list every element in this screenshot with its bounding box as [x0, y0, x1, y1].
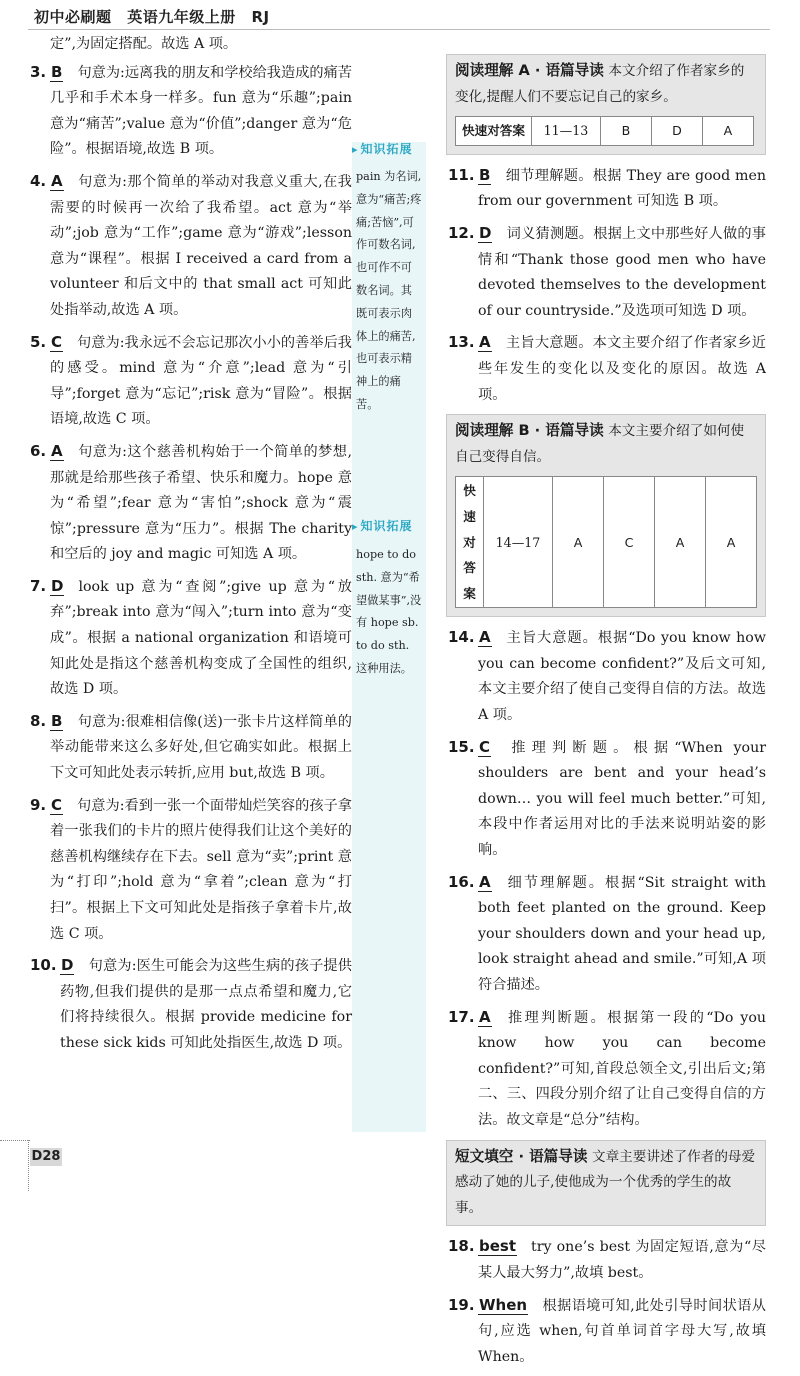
- knowledge-label-2: ▸ 知识拓展: [352, 519, 413, 533]
- page-number: D28: [31, 1149, 61, 1164]
- item-number: 12.: [448, 223, 475, 242]
- question-range: 14—17: [484, 477, 553, 608]
- item-explanation: 细节理解题。根据“Sit straight with both feet planted on the ground. Keep your shoulders down and your head up, look straight ahead and smile.”可知,A 项符合描述。: [478, 874, 766, 993]
- item-answer: A: [51, 441, 63, 460]
- item-explanation: 句意为:看到一张一个面带灿烂笑容的孩子拿着一张我们的卡片的照片使得我们让这个美好的慈善机构继续存在下去。sell 意为“卖”;print 意为“打印”;hold 意为“拿着”;clean 意为“打扫”。根据上下文可知此处是指孩子拿着卡片,故选 C 项。: [50, 797, 352, 942]
- item-answer: A: [479, 872, 491, 891]
- item-answer: A: [51, 171, 63, 190]
- banner-title: 阅读理解 B · 语篇导读: [455, 422, 604, 440]
- item-number: 4.: [30, 171, 47, 190]
- item-explanation: 句意为:远离我的朋友和学校给我造成的痛苦几乎和手术本身一样多。fun 意为“乐趣”;pain 意为“痛苦”;value 意为“价值”;danger 意为“危险”。根据语境,故选 B 项。: [50, 64, 352, 158]
- answer-item-7: [30, 574, 352, 703]
- quick-answer-label: 快速对答案: [456, 477, 484, 608]
- item-number: 3.: [30, 62, 47, 81]
- answer-item-6: [30, 439, 352, 568]
- item-explanation: 句意为:那个简单的举动对我意义重大,在我需要的时候再一次给了我希望。act 意为“举动”;job 意为“工作”;game 意为“游戏”;lesson 意为“课程”。根据 I received a card from a volunteer 和后文中的 that small act 可知此处指举动,故选 A 项。: [50, 173, 352, 318]
- item-explanation: 主旨大意题。根据“Do you know how you can become confident?”及后文可知,本文主要介绍了使自己变得自信的方法。故选 A 项。: [478, 630, 766, 724]
- quick-answer-cell: D: [651, 117, 702, 146]
- item-number: 6.: [30, 441, 47, 460]
- answer-item-15: [448, 735, 766, 864]
- item-answer: B: [479, 165, 491, 184]
- page-header: [34, 6, 280, 27]
- quick-answer-cell: A: [655, 477, 706, 608]
- quick-answer-cell: C: [604, 477, 655, 608]
- item-answer: D: [479, 223, 492, 242]
- answer-item-10: [30, 953, 352, 1056]
- answer-item-9: [30, 793, 352, 948]
- quick-answer-table: [455, 476, 757, 608]
- header-divider: [28, 29, 770, 30]
- answer-item-18: [448, 1234, 766, 1286]
- item-explanation: 推理判断题。根据第一段的“Do you know how you can become confident?”可知,首段总领全文,引出后文;第二、三、四段分别介绍了让自己变得自信的方法。故文章是“总分”结构。: [478, 1009, 766, 1128]
- answer-item-8: [30, 709, 352, 787]
- arrow-icon: ▸: [352, 520, 359, 533]
- item-explanation: look up 意为“查阅”;give up 意为“放弃”;break into 意为“闯入”;turn into 意为“变成”。根据 a national organization 和语境可知此处是指这个慈善机构变成了全国性的组织,故选 D 项。: [50, 578, 352, 698]
- item-explanation: try one’s best 为固定短语,意为“尽某人最大努力”,故填 best。: [478, 1239, 766, 1281]
- item-number: 14.: [448, 628, 475, 647]
- item-number: 7.: [30, 576, 47, 595]
- item-explanation: 主旨大意题。本文主要介绍了作者家乡近些年发生的变化以及变化的原因。故选 A 项。: [478, 335, 766, 403]
- corner-dotted-line: [28, 1140, 29, 1191]
- item-number: 11.: [448, 165, 475, 184]
- quick-answer-cell: A: [553, 477, 604, 608]
- item-explanation: 句意为:很难相信像(送)一张卡片这样简单的举动能带来这么多好处,但它确实如此。根据上下文可知此处表示转折,应用 but,故选 B 项。: [50, 713, 352, 782]
- item-explanation: 推理判断题。根据“When your shoulders are bent and your head’s down… you will feel much better.”可知,本段中作者运用对比的手法来说明站姿的影响。: [478, 739, 766, 859]
- corner-dotted-line: [0, 1140, 30, 1141]
- item-explanation: 句意为:我永远不会忘记那次小小的善举后我的感受。mind 意为“介意”;lead 意为“引导”;forget 意为“忘记”;risk 意为“冒险”。根据语境,故选 C 项。: [50, 334, 352, 428]
- item-explanation: 细节理解题。根据 They are good men from our government 可知选 B 项。: [478, 167, 766, 210]
- reading-b-banner: [446, 414, 766, 617]
- item-number: 8.: [30, 711, 47, 730]
- sidebar-note-1: pain 为名词,意为“痛苦;疼痛;苦恼”,可作可数名词,也可作不可数名词。其既可表示肉体上的痛苦,也可表示精神上的痛苦。: [356, 170, 422, 411]
- item-number: 13.: [448, 333, 475, 352]
- item-answer: B: [51, 62, 63, 81]
- item-explanation: 词义猜测题。根据上文中那些好人做的事情和“Thank those good men who have devoted themselves to the development of our countryside.”及选项可知选 D 项。: [478, 225, 766, 319]
- sidebar-note-2: hope to do sth. 意为“希望做某事”,没有 hope sb. to do sth. 这种用法。: [356, 548, 422, 675]
- item-answer: C: [51, 795, 63, 814]
- item-number: 18.: [448, 1237, 475, 1256]
- item-number: 9.: [30, 795, 47, 814]
- answer-item-13: [448, 330, 766, 408]
- left-column: [30, 32, 352, 1063]
- item-number: 10.: [30, 956, 57, 975]
- answer-item-12: [448, 221, 766, 324]
- item-number: 17.: [448, 1007, 475, 1026]
- cloze-banner: [446, 1140, 766, 1227]
- item-answer: B: [51, 711, 63, 730]
- quick-answer-label: 快速对答案: [456, 117, 532, 146]
- banner-intro: 文章主要讲述了作者的母爱感动了她的儿子,使他成为一个优秀的学生的故事。: [455, 1148, 756, 1216]
- quick-answer-cell: A: [702, 117, 753, 146]
- knowledge-label-1: ▸ 知识拓展: [352, 142, 413, 156]
- banner-title: 阅读理解 A · 语篇导读: [455, 62, 604, 79]
- item-answer: When: [479, 1295, 528, 1314]
- subject-title: 英语九年级上册: [127, 8, 236, 26]
- answer-item-19: [448, 1293, 766, 1371]
- item-answer: D: [61, 956, 74, 975]
- item-number: 19.: [448, 1295, 475, 1314]
- book-title: 初中必刷题: [34, 8, 112, 26]
- item-explanation: 根据语境可知,此处引导时间状语从句,应选 when,句首单词首字母大写,故填 When。: [478, 1297, 766, 1365]
- item-explanation: 句意为:这个慈善机构始于一个简单的梦想,那就是给那些孩子希望、快乐和魔力。hope 意为“希望”;fear 意为“害怕”;shock 意为“震惊”;pressure 意为“压力”。根据 The charity 和空后的 joy and magic 可知选 A 项。: [50, 443, 352, 563]
- reading-a-banner: [446, 54, 766, 155]
- item-explanation: 句意为:医生可能会为这些生病的孩子提供药物,但我们提供的是那一点点希望和魔力,它们将持续很久。根据 provide medicine for these sick kids 可知此处指医生,故选 D 项。: [60, 958, 352, 1051]
- arrow-icon: ▸: [352, 143, 359, 156]
- item-answer: C: [51, 332, 63, 351]
- banner-title: 短文填空 · 语篇导读: [455, 1147, 588, 1165]
- answer-item-5: [30, 330, 352, 433]
- question-range: 11—13: [531, 117, 600, 146]
- edition-tag: RJ: [251, 8, 270, 26]
- item-number: 16.: [448, 872, 475, 891]
- answer-item-4: [30, 169, 352, 324]
- answer-item-16: [448, 870, 766, 999]
- answer-item-3: [30, 60, 352, 163]
- item-answer: A: [479, 1007, 491, 1026]
- item-number: 15.: [448, 737, 475, 756]
- answer-item-14: [448, 625, 766, 728]
- banner-intro: 本文主要介绍了如何使自己变得自信。: [455, 423, 745, 465]
- answer-item-11: [448, 163, 766, 215]
- item-answer: A: [479, 628, 491, 647]
- item-answer: A: [479, 333, 491, 352]
- item-answer: D: [51, 576, 64, 595]
- carry-text: 定”,为固定搭配。故选 A 项。: [50, 36, 238, 52]
- quick-answer-cell: A: [706, 477, 757, 608]
- quick-answer-cell: B: [600, 117, 651, 146]
- item-answer: best: [479, 1237, 517, 1256]
- quick-answer-table: [455, 116, 754, 146]
- answer-item-17: [448, 1005, 766, 1134]
- right-column: [448, 54, 766, 1376]
- item-number: 5.: [30, 332, 47, 351]
- banner-intro: 本文介绍了作者家乡的变化,提醒人们不要忘记自己的家乡。: [455, 63, 745, 105]
- item-answer: C: [479, 737, 491, 756]
